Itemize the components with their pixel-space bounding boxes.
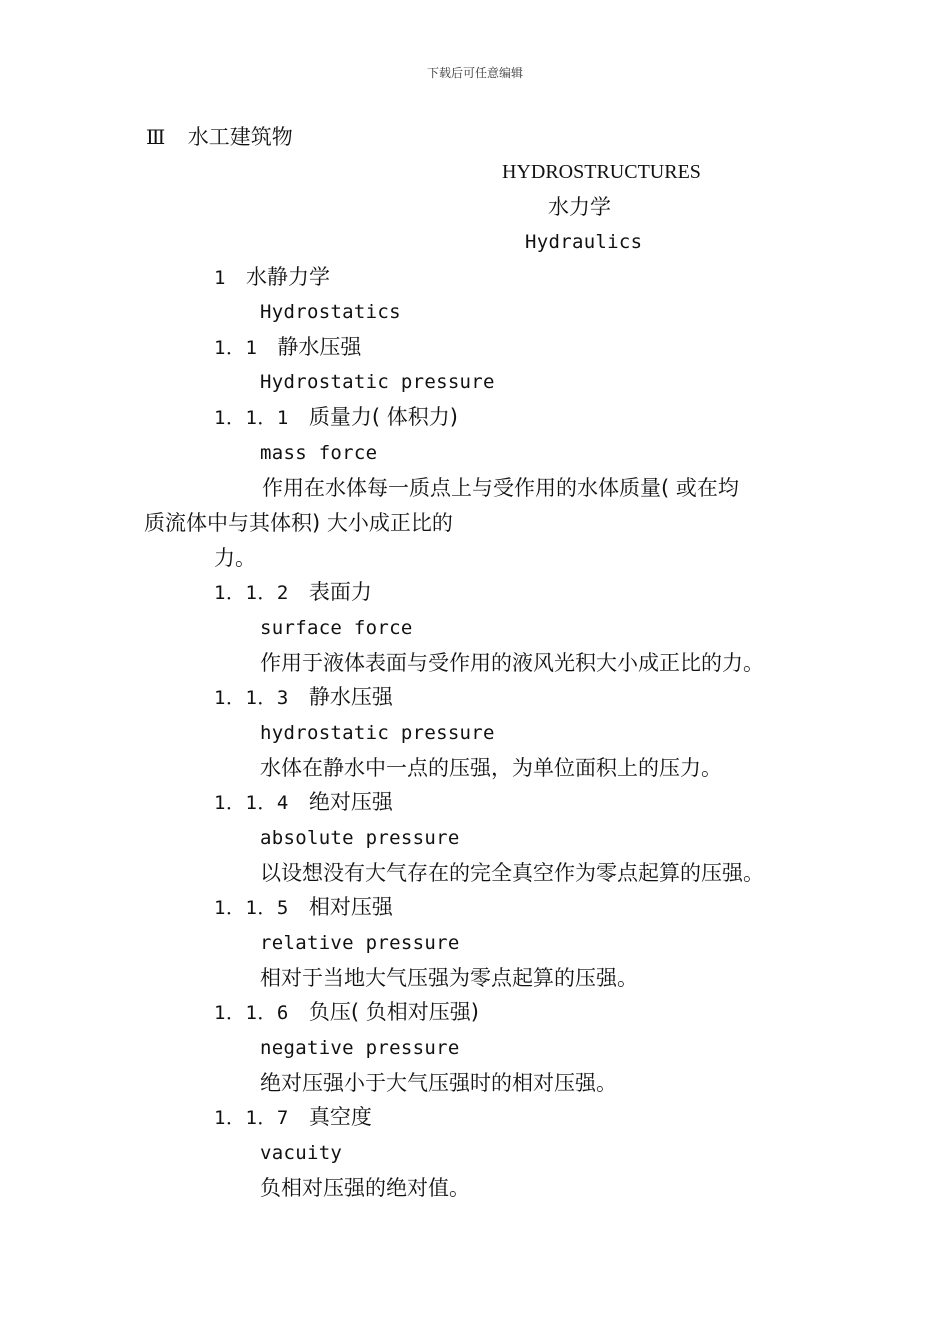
term-1-1-3-en: hydrostatic pressure xyxy=(260,722,495,744)
term-title: 相对压强 xyxy=(308,895,393,919)
section-number: 1．1 xyxy=(214,337,258,359)
term-title: 静水压强 xyxy=(308,685,393,709)
term-title: 绝对压强 xyxy=(308,790,393,814)
term-1-1-3-definition: 水体在静水中一点的压强，为单位面积上的压力。 xyxy=(260,756,722,780)
part-heading xyxy=(146,124,293,150)
term-1-1-2-definition: 作用于液体表面与受作用的液风光积大小成正比的力。 xyxy=(260,651,764,675)
term-title: 真空度 xyxy=(308,1105,372,1129)
term-number: 1．1．4 xyxy=(214,792,289,814)
section-1-en: Hydrostatics xyxy=(260,301,401,323)
term-1-1-4-definition: 以设想没有大气存在的完全真空作为零点起算的压强。 xyxy=(260,861,764,885)
term-1-1-5-definition: 相对于当地大气压强为零点起算的压强。 xyxy=(260,966,638,990)
term-1-1-7-heading xyxy=(214,1104,372,1131)
section-1-1-en: Hydrostatic pressure xyxy=(260,371,495,393)
term-number: 1．1．2 xyxy=(214,582,289,604)
part-numeral: Ⅲ xyxy=(146,125,166,149)
section-title: 水静力学 xyxy=(245,265,330,289)
term-1-1-3-heading xyxy=(214,684,393,711)
term-1-1-4-heading xyxy=(214,789,393,816)
term-1-1-2-heading xyxy=(214,579,372,606)
term-1-1-5-en: relative pressure xyxy=(260,932,460,954)
part-title: 水工建筑物 xyxy=(187,125,293,149)
term-1-1-2-en: surface force xyxy=(260,617,413,639)
section-1-1-heading xyxy=(214,334,361,361)
term-1-1-4-en: absolute pressure xyxy=(260,827,460,849)
term-1-1-1-definition-line-3: 力。 xyxy=(214,546,256,570)
term-1-1-5-heading xyxy=(214,894,393,921)
chapter-title-cn: 水力学 xyxy=(548,195,611,219)
term-1-1-1-definition-line-1: 作用在水体每一质点上与受作用的水体质量( 或在均 xyxy=(262,476,739,500)
term-title: 负压( 负相对压强) xyxy=(308,1000,479,1024)
term-1-1-1-en: mass force xyxy=(260,442,378,464)
term-title: 表面力 xyxy=(308,580,372,604)
term-number: 1．1．6 xyxy=(214,1002,289,1024)
term-1-1-7-definition: 负相对压强的绝对值。 xyxy=(260,1176,470,1200)
term-number: 1．1．7 xyxy=(214,1107,289,1129)
term-number: 1．1．1 xyxy=(214,407,289,429)
section-1-heading xyxy=(214,264,330,291)
term-number: 1．1．3 xyxy=(214,687,289,709)
term-number: 1．1．5 xyxy=(214,897,289,919)
term-1-1-7-en: vacuity xyxy=(260,1142,343,1164)
term-1-1-6-heading xyxy=(214,999,479,1026)
term-1-1-1-heading xyxy=(214,404,458,431)
section-number: 1 xyxy=(214,267,226,289)
section-title: 静水压强 xyxy=(277,335,362,359)
chapter-title-en: Hydraulics xyxy=(525,231,643,253)
term-1-1-6-en: negative pressure xyxy=(260,1037,460,1059)
term-1-1-6-definition: 绝对压强小于大气压强时的相对压强。 xyxy=(260,1071,617,1095)
term-1-1-1-definition-line-2: 质流体中与其体积) 大小成正比的 xyxy=(144,511,453,535)
page-header-note: 下载后可任意编辑 xyxy=(426,66,523,80)
term-title: 质量力( 体积力) xyxy=(308,405,458,429)
part-title-en: HYDROSTRUCTURES xyxy=(502,161,701,183)
